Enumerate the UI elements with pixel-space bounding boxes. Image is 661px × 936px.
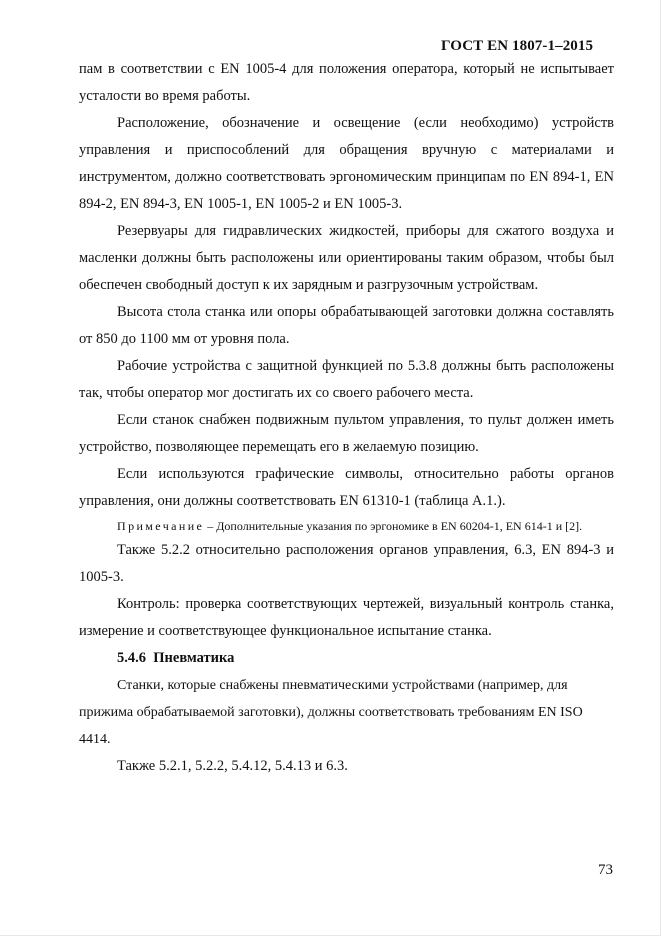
document-header: ГОСТ EN 1807-1–2015 <box>441 38 594 54</box>
paragraph-also-controls: Также 5.2.2 относительно расположения органов управления, 6.3, EN 894-3 и 1005-3. <box>79 542 614 585</box>
paragraph-controls-location: Расположение, обозначение и освещение (если необходимо) устройств управления и приспособлений для обращения вручную с материалами и инструментом, должно соответствовать эргономическим принципам по EN 894-1, EN 894-2, EN 894-3, EN 1005-1, EN 1005-2 и EN 1005-3. <box>79 115 614 212</box>
note <box>79 515 614 537</box>
note-text: – Дополнительные указания по эргономике в EN 60204-1, EN 614-1 и [2]. <box>204 519 583 533</box>
paragraph-table-height: Высота стола станка или опоры обрабатывающей заготовки должна составлять от 850 до 1100 мм от уровня пола. <box>79 304 614 347</box>
document-body <box>79 56 614 780</box>
paragraph-verification: Контроль: проверка соответствующих чертежей, визуальный контроль станка, измерение и соответствующее функциональное испытание станка. <box>79 596 614 639</box>
paragraph-pneumatics-also: Также 5.2.1, 5.2.2, 5.4.12, 5.4.13 и 6.3. <box>117 758 348 774</box>
paragraph-protective-devices: Рабочие устройства с защитной функцией по 5.3.8 должны быть расположены так, чтобы оператор мог достигать их со своего рабочего места. <box>79 358 614 401</box>
paragraph-continuation: пам в соответствии с EN 1005-4 для положения оператора, который не испытывает усталости во время работы. <box>79 61 614 104</box>
paragraph-graphic-symbols: Если используются графические символы, относительно работы органов управления, они должны соответствовать EN 61310-1 (таблица А.1.). <box>79 466 614 509</box>
section-number: 5.4.6 <box>117 650 146 666</box>
section-title: Пневматика <box>153 650 235 666</box>
note-label: Примечание <box>117 519 205 533</box>
page-number: 73 <box>598 862 613 878</box>
paragraph-pneumatics: Станки, которые снабжены пневматическими устройствами (например, для прижима обрабатываемой заготовки), должны соответствовать требованиям EN ISO 4414. <box>79 678 583 747</box>
paragraph-reservoirs: Резервуары для гидравлических жидкостей, приборы для сжатого воздуха и масленки должны быть расположены или ориентированы таким образом, чтобы был обеспечен свободный доступ к их зарядным и разгрузочным устройствам. <box>79 223 614 293</box>
section-heading <box>79 645 614 672</box>
paragraph-mobile-panel: Если станок снабжен подвижным пультом управления, то пульт должен иметь устройство, позволяющее перемещать его в желаемую позицию. <box>79 412 614 455</box>
